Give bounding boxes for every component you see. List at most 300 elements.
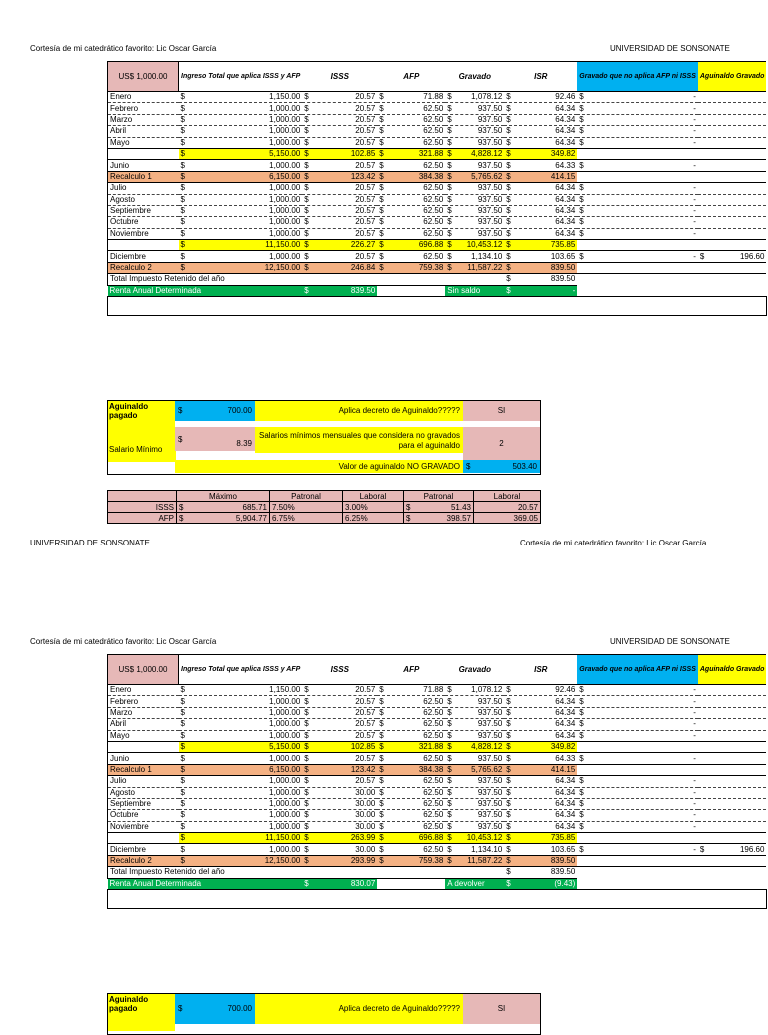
rate-max: 685.71 bbox=[242, 502, 267, 512]
row-isss: 20.57 bbox=[355, 126, 376, 136]
rate-name: ISSS bbox=[108, 502, 177, 513]
table-row: Mayo $ 1,000.00 $ 20.57 $ 62.50 $ 937.50 $ 64.34 $ - bbox=[108, 730, 767, 741]
col-aguinaldo: Aguinaldo Gravado bbox=[698, 655, 767, 685]
row-ingreso: 1,000.00 bbox=[269, 160, 301, 170]
row-month: Septiembre bbox=[108, 798, 179, 809]
renta-label: Renta Anual Determinada bbox=[108, 878, 303, 889]
row-month: Recalculo 1 bbox=[108, 171, 179, 182]
table-row: Recalculo 2 $ 12,150.00 $ 293.99 $ 759.38 $ 11,587.22 $ 839.50 bbox=[108, 855, 767, 866]
row-isr: 64.33 bbox=[555, 753, 576, 763]
col-afp: AFP bbox=[377, 655, 445, 685]
row-month: Abril bbox=[108, 719, 179, 730]
decree-box: Aguinaldo pagado $ 700.00 Aplica decreto de Aguinaldo????? SI bbox=[107, 993, 541, 1035]
table-row: $ 11,150.00 $ 263.99 $ 696.88 $ 10,453.12 $ 735.85 bbox=[108, 833, 767, 844]
row-isss: 293.99 bbox=[350, 856, 376, 866]
row-afp: 62.50 bbox=[423, 753, 444, 763]
footer-courtesy: Cortesía de mi catedrático favorito: Lic Oscar García bbox=[520, 539, 707, 545]
row-gravado: 937.50 bbox=[477, 730, 503, 740]
row-isr: 64.34 bbox=[555, 730, 576, 740]
row-gravado: 937.50 bbox=[477, 194, 503, 204]
row-afp: 62.50 bbox=[423, 719, 444, 729]
saldo-label: A devolver bbox=[445, 878, 504, 889]
payroll-table bbox=[107, 61, 767, 316]
row-month: Junio bbox=[108, 753, 179, 764]
row-month: Enero bbox=[108, 685, 179, 696]
row-isss: 20.57 bbox=[355, 114, 376, 124]
renta-label: Renta Anual Determinada bbox=[108, 285, 303, 296]
row-afp: 321.88 bbox=[418, 149, 444, 159]
empty-row bbox=[108, 297, 767, 316]
row-month: Junio bbox=[108, 160, 179, 171]
row-ingreso: 1,000.00 bbox=[269, 696, 301, 706]
row-isss: 20.57 bbox=[355, 137, 376, 147]
row-afp: 62.50 bbox=[423, 844, 444, 854]
row-isss: 30.00 bbox=[355, 821, 376, 831]
row-ingreso: 1,000.00 bbox=[269, 217, 301, 227]
table-row: $ 11,150.00 $ 226.27 $ 696.88 $ 10,453.12 $ 735.85 bbox=[108, 240, 767, 251]
col-ingreso: Ingreso Total que aplica ISSS y AFP bbox=[179, 655, 303, 685]
table-row: Julio $ 1,000.00 $ 20.57 $ 62.50 $ 937.50 $ 64.34 $ - bbox=[108, 776, 767, 787]
row-isr: 64.34 bbox=[555, 799, 576, 809]
row-gravado-no-isss: - bbox=[693, 810, 696, 820]
row-gravado-no-isss: - bbox=[693, 844, 696, 854]
row-ingreso: 1,000.00 bbox=[269, 730, 301, 740]
row-afp: 71.88 bbox=[423, 685, 444, 695]
row-ingreso: 5,150.00 bbox=[269, 149, 301, 159]
row-month bbox=[108, 148, 179, 159]
header-university: UNIVERSIDAD DE SONSONATE bbox=[610, 44, 730, 53]
row-gravado-no-isss: - bbox=[693, 194, 696, 204]
row-ingreso: 1,000.00 bbox=[269, 194, 301, 204]
aguinaldo-label: Aguinaldo pagado bbox=[108, 401, 175, 438]
row-ingreso: 1,000.00 bbox=[269, 251, 301, 261]
row-afp: 384.38 bbox=[418, 764, 444, 774]
row-ingreso: 12,150.00 bbox=[264, 263, 301, 273]
col-isss: ISSS bbox=[302, 62, 377, 92]
aplica-label: Aplica decreto de Aguinaldo????? bbox=[255, 401, 463, 421]
col-afp: AFP bbox=[377, 62, 445, 92]
row-isss: 226.27 bbox=[350, 240, 376, 250]
row-gravado: 937.50 bbox=[477, 126, 503, 136]
total-label: Total Impuesto Retenido del año bbox=[108, 274, 505, 285]
row-ingreso: 1,000.00 bbox=[269, 821, 301, 831]
row-month: Abril bbox=[108, 126, 179, 137]
col-ingreso: Ingreso Total que aplica ISSS y AFP bbox=[179, 62, 303, 92]
row-gravado: 5,765.62 bbox=[471, 764, 503, 774]
row-isss: 30.00 bbox=[355, 810, 376, 820]
total-label: Total Impuesto Retenido del año bbox=[108, 867, 505, 878]
row-ingreso: 5,150.00 bbox=[269, 742, 301, 752]
row-ingreso: 1,000.00 bbox=[269, 776, 301, 786]
row-afp: 62.50 bbox=[423, 206, 444, 216]
row-afp: 696.88 bbox=[418, 833, 444, 843]
row-gravado-no-isss: - bbox=[693, 719, 696, 729]
row-ingreso: 6,150.00 bbox=[269, 171, 301, 181]
row-afp: 62.50 bbox=[423, 696, 444, 706]
rates-table: Máximo Patronal Laboral Patronal Laboral ISSS $ 685.71 7.50% 3.00% $ 51.43 20.57 AFP $ 5,904.77 6.75% 6.25% $ 398.57 369.05 bbox=[107, 490, 541, 524]
saldo-value: - bbox=[572, 285, 576, 295]
rate-max: 5,904.77 bbox=[235, 513, 267, 523]
row-afp: 62.50 bbox=[423, 160, 444, 170]
row-gravado-no-isss: - bbox=[693, 787, 696, 797]
empty-row bbox=[108, 890, 767, 909]
rate-patronal-value: 51.43 bbox=[450, 502, 471, 512]
table-row: Octubre $ 1,000.00 $ 30.00 $ 62.50 $ 937.50 $ 64.34 $ - bbox=[108, 810, 767, 821]
row-month: Noviembre bbox=[108, 821, 179, 832]
row-isss: 20.57 bbox=[355, 92, 376, 102]
row-isr: 64.33 bbox=[555, 160, 576, 170]
col-aguinaldo: Aguinaldo Gravado bbox=[698, 62, 767, 92]
salario-label: Salario Mínimo bbox=[108, 438, 176, 462]
row-gravado: 11,587.22 bbox=[467, 263, 503, 273]
table-row: Septiembre $ 1,000.00 $ 20.57 $ 62.50 $ 937.50 $ 64.34 $ - bbox=[108, 205, 767, 216]
table-row: Noviembre $ 1,000.00 $ 30.00 $ 62.50 $ 937.50 $ 64.34 $ - bbox=[108, 821, 767, 832]
row-isr: 64.34 bbox=[555, 228, 576, 238]
rate-header: Máximo bbox=[177, 491, 270, 502]
row-afp: 62.50 bbox=[423, 821, 444, 831]
row-month: Julio bbox=[108, 183, 179, 194]
row-gravado: 937.50 bbox=[477, 217, 503, 227]
row-aguinaldo: 196.60 bbox=[739, 844, 765, 854]
row-month: Julio bbox=[108, 776, 179, 787]
row-isss: 20.57 bbox=[355, 730, 376, 740]
row-isr: 103.65 bbox=[550, 844, 576, 854]
row-isr: 92.46 bbox=[555, 685, 576, 695]
rate-laboral-value: 369.05 bbox=[474, 513, 541, 524]
row-ingreso: 12,150.00 bbox=[264, 856, 301, 866]
row-isr: 64.34 bbox=[555, 810, 576, 820]
row-gravado: 937.50 bbox=[477, 776, 503, 786]
total-row: Total Impuesto Retenido del año $ 839.50 bbox=[108, 274, 767, 285]
row-gravado-no-isss: - bbox=[693, 137, 696, 147]
row-isss: 20.57 bbox=[355, 719, 376, 729]
row-month: Octubre bbox=[108, 217, 179, 228]
decree-box: Aguinaldo pagado $ 700.00 Aplica decreto de Aguinaldo????? SI Salario Mínimo $ 8.39 Salarios mínimos mensuales que considera no gravados para el aguinaldo 2 Valor de aguinaldo NO GRAVADO $ 503.40 bbox=[107, 400, 541, 475]
row-gravado: 937.50 bbox=[477, 799, 503, 809]
row-ingreso: 11,150.00 bbox=[265, 833, 301, 843]
header-university: UNIVERSIDAD DE SONSONATE bbox=[610, 637, 730, 646]
row-afp: 696.88 bbox=[418, 240, 444, 250]
row-month: Recalculo 2 bbox=[108, 855, 179, 866]
row-ingreso: 1,000.00 bbox=[269, 844, 301, 854]
row-gravado-no-isss: - bbox=[693, 730, 696, 740]
rate-patronal: 7.50% bbox=[270, 502, 343, 513]
row-ingreso: 1,000.00 bbox=[269, 103, 301, 113]
row-aguinaldo: 196.60 bbox=[739, 251, 765, 261]
row-month: Febrero bbox=[108, 103, 179, 114]
row-gravado-no-isss: - bbox=[693, 251, 696, 261]
header-courtesy: Cortesía de mi catedrático favorito: Lic Oscar García bbox=[30, 44, 217, 53]
row-ingreso: 1,000.00 bbox=[269, 810, 301, 820]
row-month: Mayo bbox=[108, 137, 179, 148]
row-gravado-no-isss: - bbox=[693, 753, 696, 763]
row-gravado-no-isss: - bbox=[693, 776, 696, 786]
row-ingreso: 1,000.00 bbox=[269, 206, 301, 216]
row-isss: 30.00 bbox=[355, 799, 376, 809]
row-isss: 20.57 bbox=[355, 696, 376, 706]
row-gravado: 1,134.10 bbox=[471, 251, 503, 261]
row-ingreso: 1,000.00 bbox=[269, 228, 301, 238]
row-isr: 64.34 bbox=[555, 137, 576, 147]
aplica-value: SI bbox=[463, 994, 540, 1024]
row-gravado: 937.50 bbox=[477, 707, 503, 717]
footer-university: UNIVERSIDAD DE SONSONATE bbox=[30, 539, 150, 545]
row-afp: 62.50 bbox=[423, 799, 444, 809]
row-afp: 62.50 bbox=[423, 228, 444, 238]
rate-header: Patronal bbox=[404, 491, 474, 502]
row-isr: 103.65 bbox=[550, 251, 576, 261]
row-afp: 62.50 bbox=[423, 810, 444, 820]
row-isr: 64.34 bbox=[555, 183, 576, 193]
table-row: Abril $ 1,000.00 $ 20.57 $ 62.50 $ 937.50 $ 64.34 $ - bbox=[108, 126, 767, 137]
salario-value: 8.39 bbox=[236, 439, 252, 448]
row-gravado: 10,453.12 bbox=[466, 833, 503, 843]
row-month: Diciembre bbox=[108, 844, 179, 855]
row-gravado: 937.50 bbox=[477, 719, 503, 729]
col-gravado: Gravado bbox=[445, 655, 504, 685]
row-gravado-no-isss: - bbox=[693, 217, 696, 227]
row-gravado-no-isss: - bbox=[693, 696, 696, 706]
row-isss: 20.57 bbox=[355, 753, 376, 763]
row-gravado-no-isss: - bbox=[693, 183, 696, 193]
saldo-value: (9.43) bbox=[554, 878, 576, 888]
row-ingreso: 1,000.00 bbox=[269, 114, 301, 124]
table-row: Octubre $ 1,000.00 $ 20.57 $ 62.50 $ 937.50 $ 64.34 $ - bbox=[108, 217, 767, 228]
row-afp: 62.50 bbox=[423, 776, 444, 786]
rate-laboral: 3.00% bbox=[343, 502, 404, 513]
row-isr: 349.82 bbox=[550, 149, 576, 159]
row-gravado: 937.50 bbox=[477, 821, 503, 831]
rate-laboral-value: 20.57 bbox=[474, 502, 541, 513]
salarios-label: Salarios mínimos mensuales que considera no gravados para el aguinaldo bbox=[255, 427, 463, 453]
row-isss: 246.84 bbox=[350, 263, 376, 273]
row-isr: 64.34 bbox=[555, 194, 576, 204]
row-afp: 759.38 bbox=[418, 263, 444, 273]
aguinaldo-value: 700.00 bbox=[227, 406, 252, 415]
row-isr: 92.46 bbox=[555, 92, 576, 102]
table-row: Agosto $ 1,000.00 $ 30.00 $ 62.50 $ 937.50 $ 64.34 $ - bbox=[108, 787, 767, 798]
valor-value: 503.40 bbox=[512, 462, 537, 471]
col-gravado-no-isss: Gravado que no aplica AFP ni ISSS bbox=[577, 655, 698, 685]
table-row: Febrero $ 1,000.00 $ 20.57 $ 62.50 $ 937.50 $ 64.34 $ - bbox=[108, 103, 767, 114]
table-row: Marzo $ 1,000.00 $ 20.57 $ 62.50 $ 937.50 $ 64.34 $ - bbox=[108, 114, 767, 125]
row-gravado: 1,078.12 bbox=[471, 92, 503, 102]
table-row: Agosto $ 1,000.00 $ 20.57 $ 62.50 $ 937.50 $ 64.34 $ - bbox=[108, 194, 767, 205]
row-isss: 20.57 bbox=[355, 776, 376, 786]
header-courtesy: Cortesía de mi catedrático favorito: Lic Oscar García bbox=[30, 637, 217, 646]
row-gravado: 1,078.12 bbox=[471, 685, 503, 695]
row-ingreso: 1,000.00 bbox=[269, 707, 301, 717]
row-month: Enero bbox=[108, 92, 179, 103]
table-row: Mayo $ 1,000.00 $ 20.57 $ 62.50 $ 937.50 $ 64.34 $ - bbox=[108, 137, 767, 148]
table-row: Enero $ 1,150.00 $ 20.57 $ 71.88 $ 1,078.12 $ 92.46 $ - bbox=[108, 685, 767, 696]
row-gravado-no-isss: - bbox=[693, 228, 696, 238]
row-isss: 263.99 bbox=[350, 833, 376, 843]
row-afp: 384.38 bbox=[418, 171, 444, 181]
row-gravado: 1,134.10 bbox=[471, 844, 503, 854]
row-month bbox=[108, 240, 179, 251]
row-afp: 759.38 bbox=[418, 856, 444, 866]
col-isr: ISR bbox=[504, 655, 577, 685]
row-isr: 64.34 bbox=[555, 103, 576, 113]
row-ingreso: 1,000.00 bbox=[269, 183, 301, 193]
row-gravado-no-isss: - bbox=[693, 685, 696, 695]
row-month: Marzo bbox=[108, 707, 179, 718]
row-gravado-no-isss: - bbox=[693, 707, 696, 717]
row-month: Febrero bbox=[108, 696, 179, 707]
table-row: Febrero $ 1,000.00 $ 20.57 $ 62.50 $ 937.50 $ 64.34 $ - bbox=[108, 696, 767, 707]
row-gravado: 937.50 bbox=[477, 103, 503, 113]
payroll-table bbox=[107, 654, 767, 909]
row-ingreso: 1,000.00 bbox=[269, 137, 301, 147]
rate-name: AFP bbox=[108, 513, 177, 524]
row-month bbox=[108, 741, 179, 752]
row-isr: 414.15 bbox=[550, 171, 576, 181]
saldo-label: Sin saldo bbox=[445, 285, 504, 296]
row-afp: 62.50 bbox=[423, 707, 444, 717]
table-row: Julio $ 1,000.00 $ 20.57 $ 62.50 $ 937.50 $ 64.34 $ - bbox=[108, 183, 767, 194]
row-gravado: 10,453.12 bbox=[466, 240, 503, 250]
row-ingreso: 6,150.00 bbox=[269, 764, 301, 774]
table-row: Abril $ 1,000.00 $ 20.57 $ 62.50 $ 937.50 $ 64.34 $ - bbox=[108, 719, 767, 730]
row-afp: 62.50 bbox=[423, 137, 444, 147]
row-gravado: 937.50 bbox=[477, 696, 503, 706]
table-row: Septiembre $ 1,000.00 $ 30.00 $ 62.50 $ 937.50 $ 64.34 $ - bbox=[108, 798, 767, 809]
row-afp: 62.50 bbox=[423, 251, 444, 261]
col-gravado: Gravado bbox=[445, 62, 504, 92]
row-gravado-no-isss: - bbox=[693, 160, 696, 170]
row-gravado: 4,828.12 bbox=[471, 149, 503, 159]
row-ingreso: 1,150.00 bbox=[269, 685, 301, 695]
valor-label: Valor de aguinaldo NO GRAVADO bbox=[175, 460, 463, 473]
row-isss: 102.85 bbox=[350, 742, 376, 752]
row-month: Recalculo 2 bbox=[108, 262, 179, 273]
table-row: Junio $ 1,000.00 $ 20.57 $ 62.50 $ 937.50 $ 64.33 $ - bbox=[108, 753, 767, 764]
row-isr: 64.34 bbox=[555, 696, 576, 706]
row-month: Marzo bbox=[108, 114, 179, 125]
row-isr: 64.34 bbox=[555, 217, 576, 227]
aplica-value: SI bbox=[463, 401, 540, 421]
row-gravado: 937.50 bbox=[477, 206, 503, 216]
row-month: Agosto bbox=[108, 787, 179, 798]
row-isr: 64.34 bbox=[555, 719, 576, 729]
row-isss: 20.57 bbox=[355, 251, 376, 261]
base-amount: US$ 1,000.00 bbox=[108, 655, 179, 685]
row-afp: 62.50 bbox=[423, 114, 444, 124]
row-gravado: 937.50 bbox=[477, 787, 503, 797]
row-month: Diciembre bbox=[108, 251, 179, 262]
row-ingreso: 1,000.00 bbox=[269, 753, 301, 763]
total-row: Total Impuesto Retenido del año $ 839.50 bbox=[108, 867, 767, 878]
row-afp: 62.50 bbox=[423, 183, 444, 193]
row-isss: 20.57 bbox=[355, 194, 376, 204]
row-month bbox=[108, 833, 179, 844]
row-isss: 20.57 bbox=[355, 103, 376, 113]
row-afp: 62.50 bbox=[423, 217, 444, 227]
col-gravado-no-isss: Gravado que no aplica AFP ni ISSS bbox=[577, 62, 698, 92]
row-gravado-no-isss: - bbox=[693, 206, 696, 216]
rate-patronal-value: 398.57 bbox=[446, 513, 471, 523]
renta-row: Renta Anual Determinada $ 830.07 A devolver $ (9.43) bbox=[109, 878, 576, 888]
row-ingreso: 1,000.00 bbox=[269, 799, 301, 809]
table-row: $ 5,150.00 $ 102.85 $ 321.88 $ 4,828.12 $ 349.82 bbox=[108, 741, 767, 752]
table-row: Diciembre $ 1,000.00 $ 30.00 $ 62.50 $ 1,134.10 $ 103.65 $ - $ 196.60 bbox=[108, 844, 767, 855]
col-isr: ISR bbox=[504, 62, 577, 92]
row-isr: 414.15 bbox=[550, 764, 576, 774]
table-row: Recalculo 1 $ 6,150.00 $ 123.42 $ 384.38 $ 5,765.62 $ 414.15 bbox=[108, 764, 767, 775]
row-isr: 64.34 bbox=[555, 114, 576, 124]
row-ingreso: 1,150.00 bbox=[269, 92, 301, 102]
row-isss: 102.85 bbox=[350, 149, 376, 159]
row-afp: 62.50 bbox=[423, 730, 444, 740]
row-month: Recalculo 1 bbox=[108, 764, 179, 775]
row-isr: 349.82 bbox=[550, 742, 576, 752]
row-afp: 321.88 bbox=[418, 742, 444, 752]
row-isr: 735.85 bbox=[550, 240, 576, 250]
row-isr: 64.34 bbox=[555, 206, 576, 216]
table-row: Junio $ 1,000.00 $ 20.57 $ 62.50 $ 937.50 $ 64.33 $ - bbox=[108, 160, 767, 171]
row-ingreso: 1,000.00 bbox=[269, 126, 301, 136]
total-value: 839.50 bbox=[550, 274, 576, 284]
row-afp: 62.50 bbox=[423, 194, 444, 204]
row-gravado: 937.50 bbox=[477, 114, 503, 124]
row-gravado: 937.50 bbox=[477, 183, 503, 193]
row-isss: 30.00 bbox=[355, 787, 376, 797]
row-month: Septiembre bbox=[108, 205, 179, 216]
row-isr: 735.85 bbox=[550, 833, 576, 843]
row-gravado-no-isss: - bbox=[693, 821, 696, 831]
row-gravado: 937.50 bbox=[477, 160, 503, 170]
row-gravado-no-isss: - bbox=[693, 114, 696, 124]
row-gravado: 937.50 bbox=[477, 810, 503, 820]
salarios-value: 2 bbox=[463, 427, 540, 460]
row-gravado: 937.50 bbox=[477, 228, 503, 238]
row-month: Agosto bbox=[108, 194, 179, 205]
row-gravado-no-isss: - bbox=[693, 103, 696, 113]
row-isss: 20.57 bbox=[355, 685, 376, 695]
rate-header: Laboral bbox=[343, 491, 404, 502]
renta-row: Renta Anual Determinada $ 839.50 Sin saldo $ - bbox=[109, 285, 576, 295]
row-isr: 839.50 bbox=[550, 263, 576, 273]
row-isr: 64.34 bbox=[555, 126, 576, 136]
row-month: Mayo bbox=[108, 730, 179, 741]
base-amount: US$ 1,000.00 bbox=[108, 62, 179, 92]
row-isr: 64.34 bbox=[555, 821, 576, 831]
row-afp: 71.88 bbox=[423, 92, 444, 102]
renta-value: 839.50 bbox=[350, 285, 376, 295]
row-isss: 20.57 bbox=[355, 228, 376, 238]
row-gravado: 937.50 bbox=[477, 137, 503, 147]
rate-header: Laboral bbox=[474, 491, 541, 502]
row-gravado-no-isss: - bbox=[693, 92, 696, 102]
row-isr: 839.50 bbox=[550, 856, 576, 866]
row-gravado-no-isss: - bbox=[693, 126, 696, 136]
row-gravado: 5,765.62 bbox=[471, 171, 503, 181]
renta-value: 830.07 bbox=[350, 878, 376, 888]
table-row: Recalculo 1 $ 6,150.00 $ 123.42 $ 384.38 $ 5,765.62 $ 414.15 bbox=[108, 171, 767, 182]
table-row: Diciembre $ 1,000.00 $ 20.57 $ 62.50 $ 1,134.10 $ 103.65 $ - $ 196.60 bbox=[108, 251, 767, 262]
row-isss: 20.57 bbox=[355, 206, 376, 216]
row-isr: 64.34 bbox=[555, 787, 576, 797]
aguinaldo-label: Aguinaldo pagado bbox=[108, 994, 175, 1031]
row-isss: 123.42 bbox=[350, 764, 376, 774]
row-afp: 62.50 bbox=[423, 103, 444, 113]
row-isss: 20.57 bbox=[355, 707, 376, 717]
table-row: Recalculo 2 $ 12,150.00 $ 246.84 $ 759.38 $ 11,587.22 $ 839.50 bbox=[108, 262, 767, 273]
table-row: Enero $ 1,150.00 $ 20.57 $ 71.88 $ 1,078.12 $ 92.46 $ - bbox=[108, 92, 767, 103]
row-isss: 123.42 bbox=[350, 171, 376, 181]
row-gravado: 937.50 bbox=[477, 753, 503, 763]
